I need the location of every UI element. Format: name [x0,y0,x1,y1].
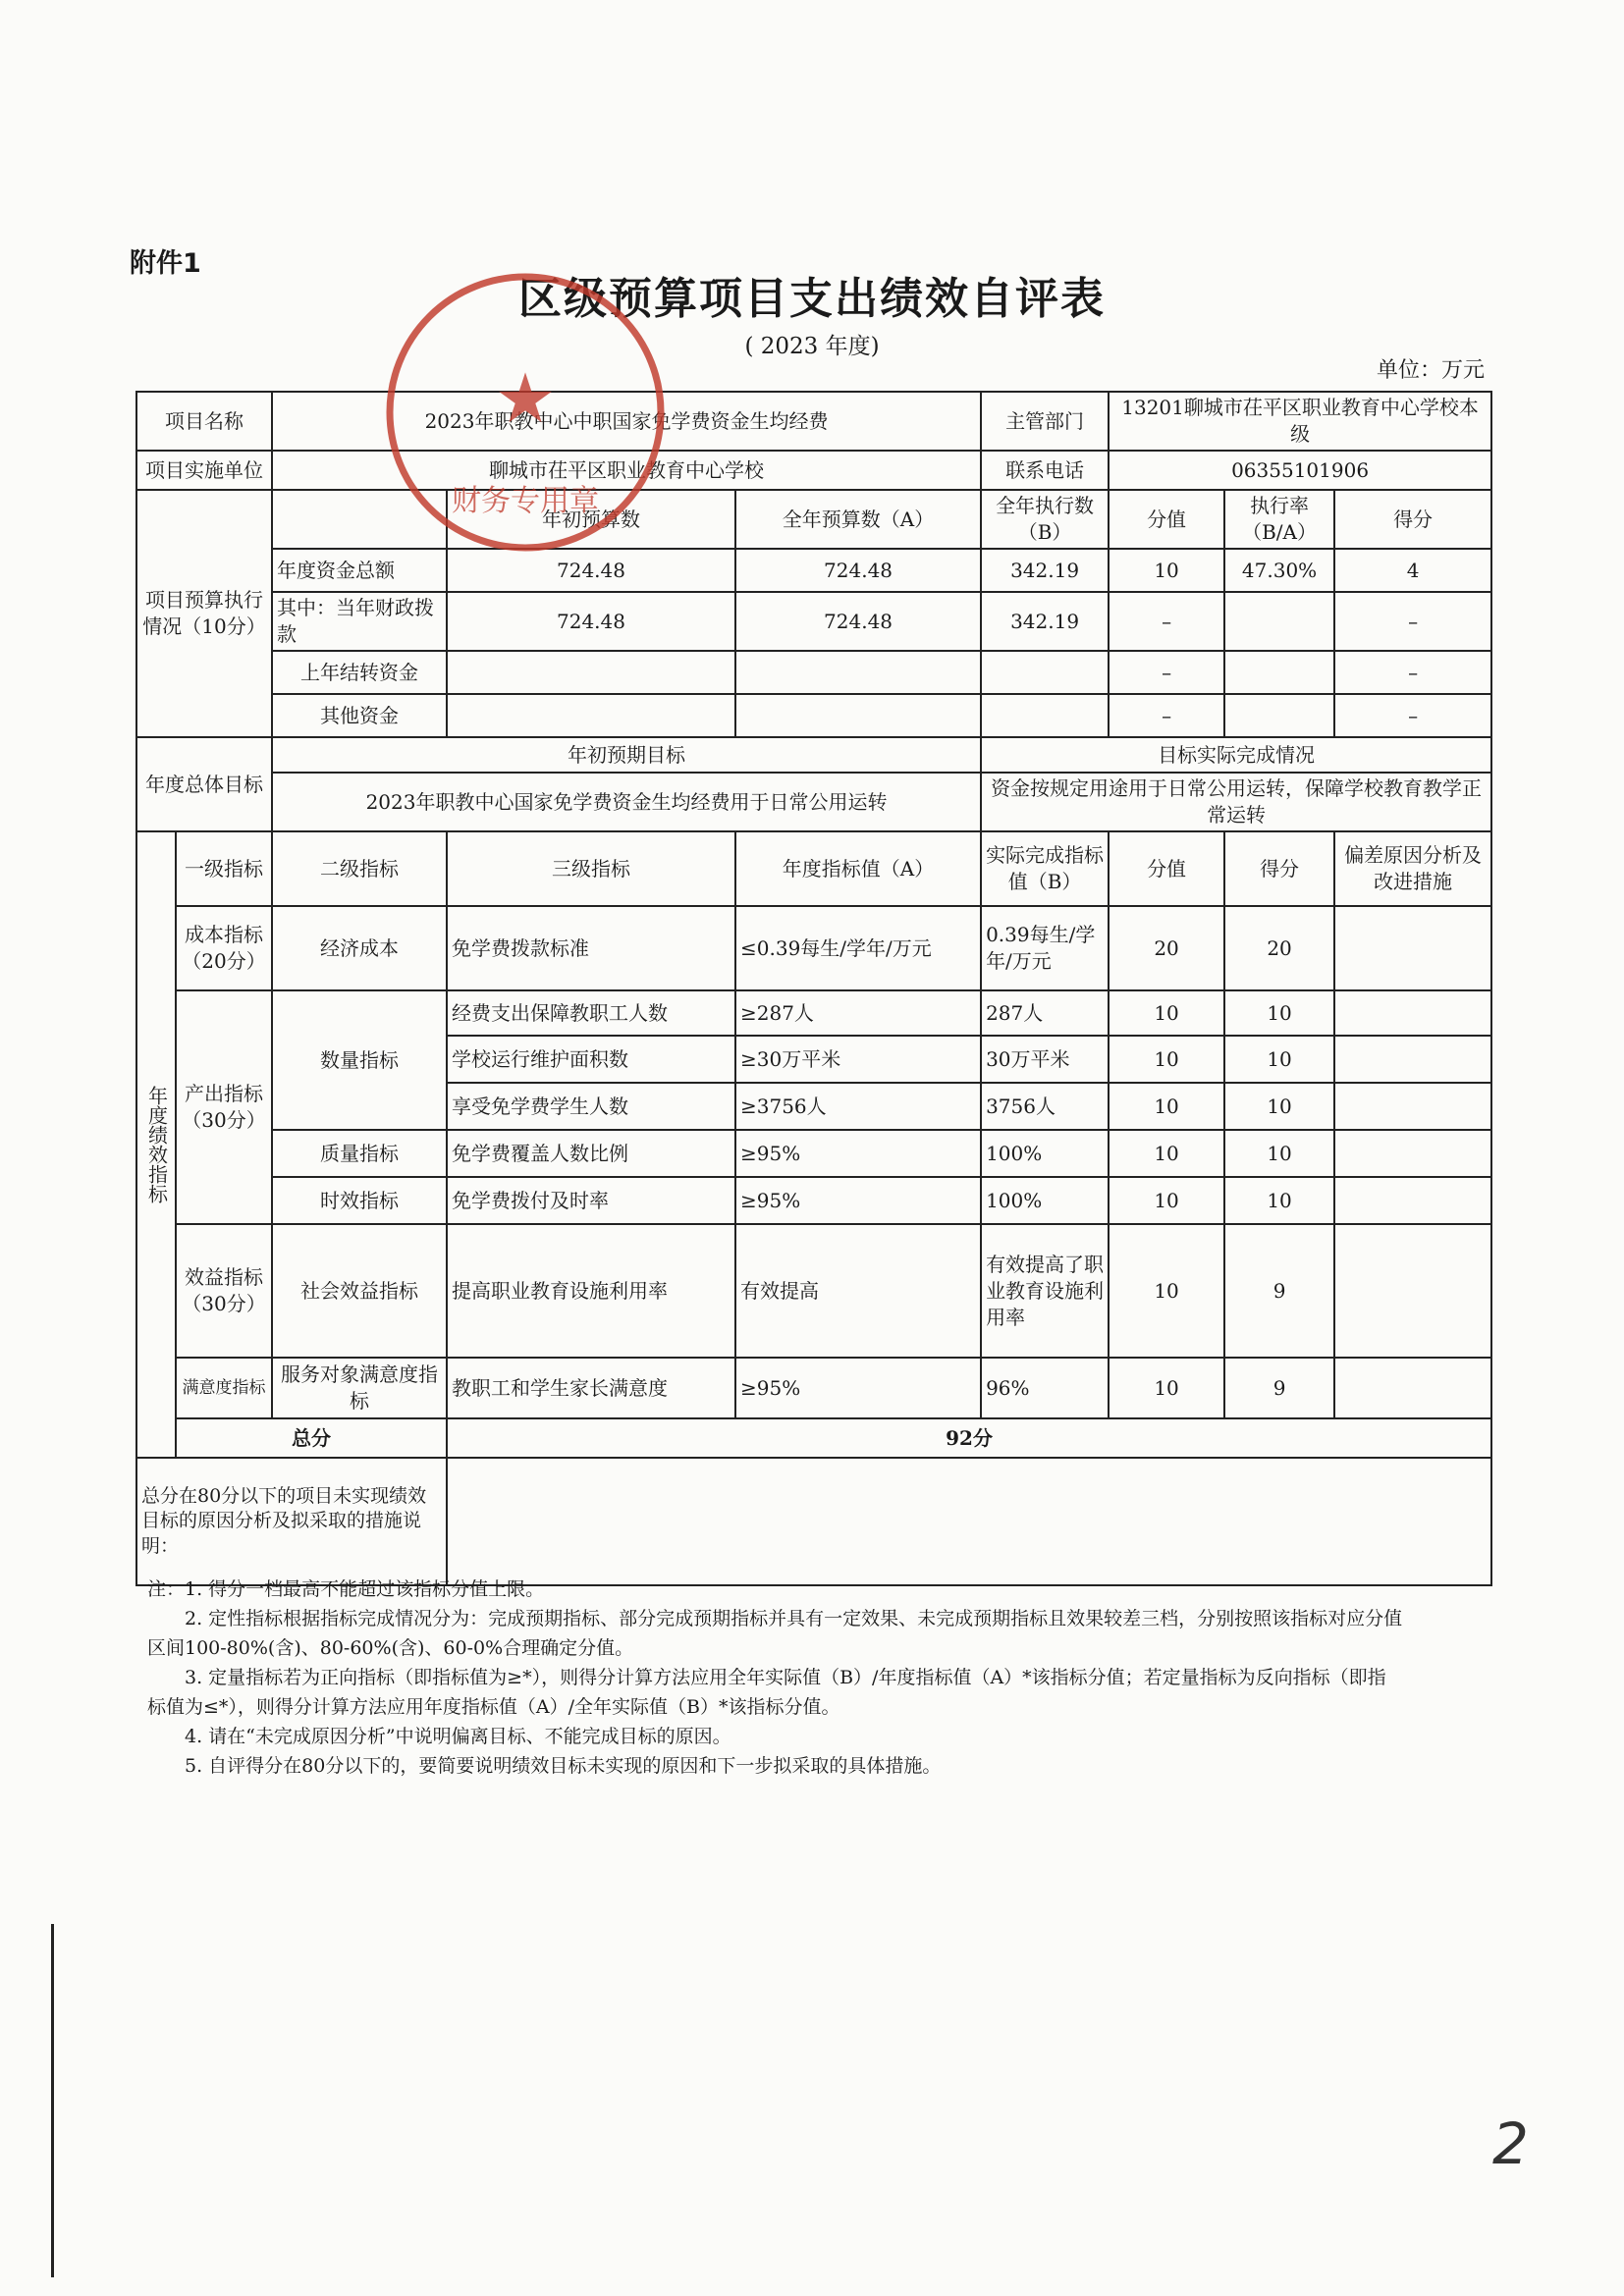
social-actual: 有效提高了职业教育设施利用率 [981,1224,1109,1358]
header-initial: 年初预算数 [447,490,735,549]
social-level2: 社会效益指标 [272,1224,447,1358]
qty-target: ≥30万平米 [735,1036,981,1083]
qty-score: 10 [1109,1036,1224,1083]
attachment-label: 附件1 [130,248,201,279]
quality-analysis [1334,1130,1491,1177]
qty-score: 10 [1109,1083,1224,1130]
qty-got: 10 [1224,1083,1334,1130]
budget-row-initial [447,651,735,694]
unit-value: 聊城市茌平区职业教育中心学校 [272,451,981,490]
ind-header-target: 年度指标值（A） [735,831,981,906]
satisfaction-actual: 96% [981,1358,1109,1418]
goal-section-label: 年度总体目标 [136,737,272,831]
goal-actual-label: 目标实际完成情况 [981,737,1491,773]
satisfaction-level1: 满意度指标 [176,1358,272,1418]
qty-actual: 30万平米 [981,1036,1109,1083]
total-label: 总分 [176,1418,447,1458]
note-line: 区间100-80%(含)、80-60%(含)、60-0%合理确定分值。 [147,1637,634,1659]
project-name-label: 项目名称 [136,392,272,451]
dept-label: 主管部门 [981,392,1109,451]
budget-row-got: 4 [1334,549,1491,592]
benefit-level1: 效益指标（30分） [176,1224,272,1358]
budget-row-annual [735,651,981,694]
scan-edge-line [51,1924,54,2277]
social-target: 有效提高 [735,1224,981,1358]
time-target: ≥95% [735,1177,981,1224]
ind-header-score: 分值 [1109,831,1224,906]
cost-analysis [1334,906,1491,990]
satisfaction-analysis [1334,1358,1491,1418]
budget-row-got: – [1334,694,1491,737]
note-line: 注：1. 得分一档最高不能超过该指标分值上限。 [147,1578,545,1600]
page-title: 区级预算项目支出绩效自评表 [518,274,1106,324]
social-analysis [1334,1224,1491,1358]
qty-actual: 3756人 [981,1083,1109,1130]
social-level3: 提高职业教育设施利用率 [447,1224,735,1358]
ind-header-level1: 一级指标 [176,831,272,906]
time-score: 10 [1109,1177,1224,1224]
quality-level2: 质量指标 [272,1130,447,1177]
dept-value: 13201聊城市茌平区职业教育中心学校本级 [1109,392,1491,451]
budget-row-executed: 342.19 [981,592,1109,651]
qty-level3: 经费支出保障教职工人数 [447,990,735,1036]
budget-row-label: 其中：当年财政拨款 [272,592,447,651]
goal-actual: 资金按规定用途用于日常公用运转，保障学校教育教学正常运转 [981,773,1491,831]
note-line: 4. 请在“未完成原因分析”中说明偏离目标、不能完成目标的原因。 [185,1726,731,1747]
year-label: ( 2023 年度) [744,334,880,359]
budget-row-got: – [1334,651,1491,694]
qty-analysis [1334,990,1491,1036]
budget-row-executed [981,694,1109,737]
qty-level3: 享受免学费学生人数 [447,1083,735,1130]
satisfaction-level2: 服务对象满意度指标 [272,1358,447,1418]
note-line: 2. 定性指标根据指标完成情况分为：完成预期指标、部分完成预期指标并具有一定效果、未完成预期指标且效果较差三档，分别按照该指标对应分值 [185,1608,1403,1629]
budget-row-initial: 724.48 [447,592,735,651]
time-got: 10 [1224,1177,1334,1224]
budget-row-score: – [1109,592,1224,651]
official-seal-icon [378,265,673,560]
goal-expected-label: 年初预期目标 [272,737,981,773]
header-executed: 全年执行数（B） [981,490,1109,549]
phone-value: 06355101906 [1109,451,1491,490]
goal-expected: 2023年职教中心国家免学费资金生均经费用于日常公用运转 [272,773,981,831]
qty-level3: 学校运行维护面积数 [447,1036,735,1083]
qty-got: 10 [1224,990,1334,1036]
time-level3: 免学费拨付及时率 [447,1177,735,1224]
satisfaction-score: 10 [1109,1358,1224,1418]
header-rate: 执行率（B/A） [1224,490,1334,549]
output-level1: 产出指标（30分） [176,990,272,1224]
seal-star: ★ [494,358,557,439]
qty-analysis [1334,1036,1491,1083]
budget-row-rate [1224,651,1334,694]
header-score: 分值 [1109,490,1224,549]
qty-target: ≥3756人 [735,1083,981,1130]
qty-level2: 数量指标 [272,990,447,1130]
cost-level2: 经济成本 [272,906,447,990]
social-score: 10 [1109,1224,1224,1358]
below80-explanation [447,1458,1491,1585]
cost-score: 20 [1109,906,1224,990]
cost-actual: 0.39每生/学年/万元 [981,906,1109,990]
total-value: 92分 [447,1418,1491,1458]
qty-score: 10 [1109,990,1224,1036]
qty-got: 10 [1224,1036,1334,1083]
notes-block [147,1575,1510,1781]
budget-row-rate: 47.30% [1224,549,1334,592]
budget-row-initial: 724.48 [447,549,735,592]
quality-level3: 免学费覆盖人数比例 [447,1130,735,1177]
budget-row-score: – [1109,651,1224,694]
below80-label: 总分在80分以下的项目未实现绩效目标的原因分析及拟采取的措施说明： [136,1458,447,1585]
budget-row-score: – [1109,694,1224,737]
quality-target: ≥95% [735,1130,981,1177]
budget-row-score: 10 [1109,549,1224,592]
satisfaction-level3: 教职工和学生家长满意度 [447,1358,735,1418]
cost-level1: 成本指标（20分） [176,906,272,990]
budget-row-label: 上年结转资金 [272,651,447,694]
time-actual: 100% [981,1177,1109,1224]
ind-header-analysis: 偏差原因分析及改进措施 [1334,831,1491,906]
phone-label: 联系电话 [981,451,1109,490]
evaluation-table [135,391,1492,1586]
qty-analysis [1334,1083,1491,1130]
satisfaction-target: ≥95% [735,1358,981,1418]
note-line: 5. 自评得分在80分以下的，要简要说明绩效目标未实现的原因和下一步拟采取的具体措施。 [185,1755,942,1777]
budget-row-got: – [1334,592,1491,651]
time-level2: 时效指标 [272,1177,447,1224]
unit-row-label: 项目实施单位 [136,451,272,490]
ind-header-actual: 实际完成指标值（B） [981,831,1109,906]
ind-header-level2: 二级指标 [272,831,447,906]
seal-text: 财务专用章 [452,484,599,518]
qty-actual: 287人 [981,990,1109,1036]
note-line: 标值为≤*），则得分计算方法应用年度指标值（A）/全年实际值（B）*该指标分值。 [147,1696,840,1718]
budget-row-initial [447,694,735,737]
time-analysis [1334,1177,1491,1224]
budget-row-annual: 724.48 [735,592,981,651]
cost-level3: 免学费拨款标准 [447,906,735,990]
ind-header-got: 得分 [1224,831,1334,906]
quality-got: 10 [1224,1130,1334,1177]
budget-row-rate [1224,694,1334,737]
header-got: 得分 [1334,490,1491,549]
quality-score: 10 [1109,1130,1224,1177]
header-annual: 全年预算数（A） [735,490,981,549]
budget-section-label: 项目预算执行情况（10分） [136,490,272,737]
cost-target: ≤0.39每生/学年/万元 [735,906,981,990]
budget-row-label: 年度资金总额 [272,549,447,592]
budget-row-annual [735,694,981,737]
cost-got: 20 [1224,906,1334,990]
indicator-section-label: 年度绩效指标 [136,831,176,1458]
budget-row-label: 其他资金 [272,694,447,737]
ind-header-level3: 三级指标 [447,831,735,906]
page-number: 2 [1492,2110,1529,2177]
budget-row-annual: 724.48 [735,549,981,592]
budget-row-executed: 342.19 [981,549,1109,592]
social-got: 9 [1224,1224,1334,1358]
project-name: 2023年职教中心中职国家免学费资金生均经费 [272,392,981,451]
satisfaction-got: 9 [1224,1358,1334,1418]
budget-row-executed [981,651,1109,694]
budget-row-rate [1224,592,1334,651]
qty-target: ≥287人 [735,990,981,1036]
quality-actual: 100% [981,1130,1109,1177]
unit-label: 单位：万元 [1376,358,1485,383]
note-line: 3. 定量指标若为正向指标（即指标值为≥*），则得分计算方法应用全年实际值（B）/年度指标值（A）*该指标分值；若定量指标为反向指标（即指 [185,1667,1386,1688]
